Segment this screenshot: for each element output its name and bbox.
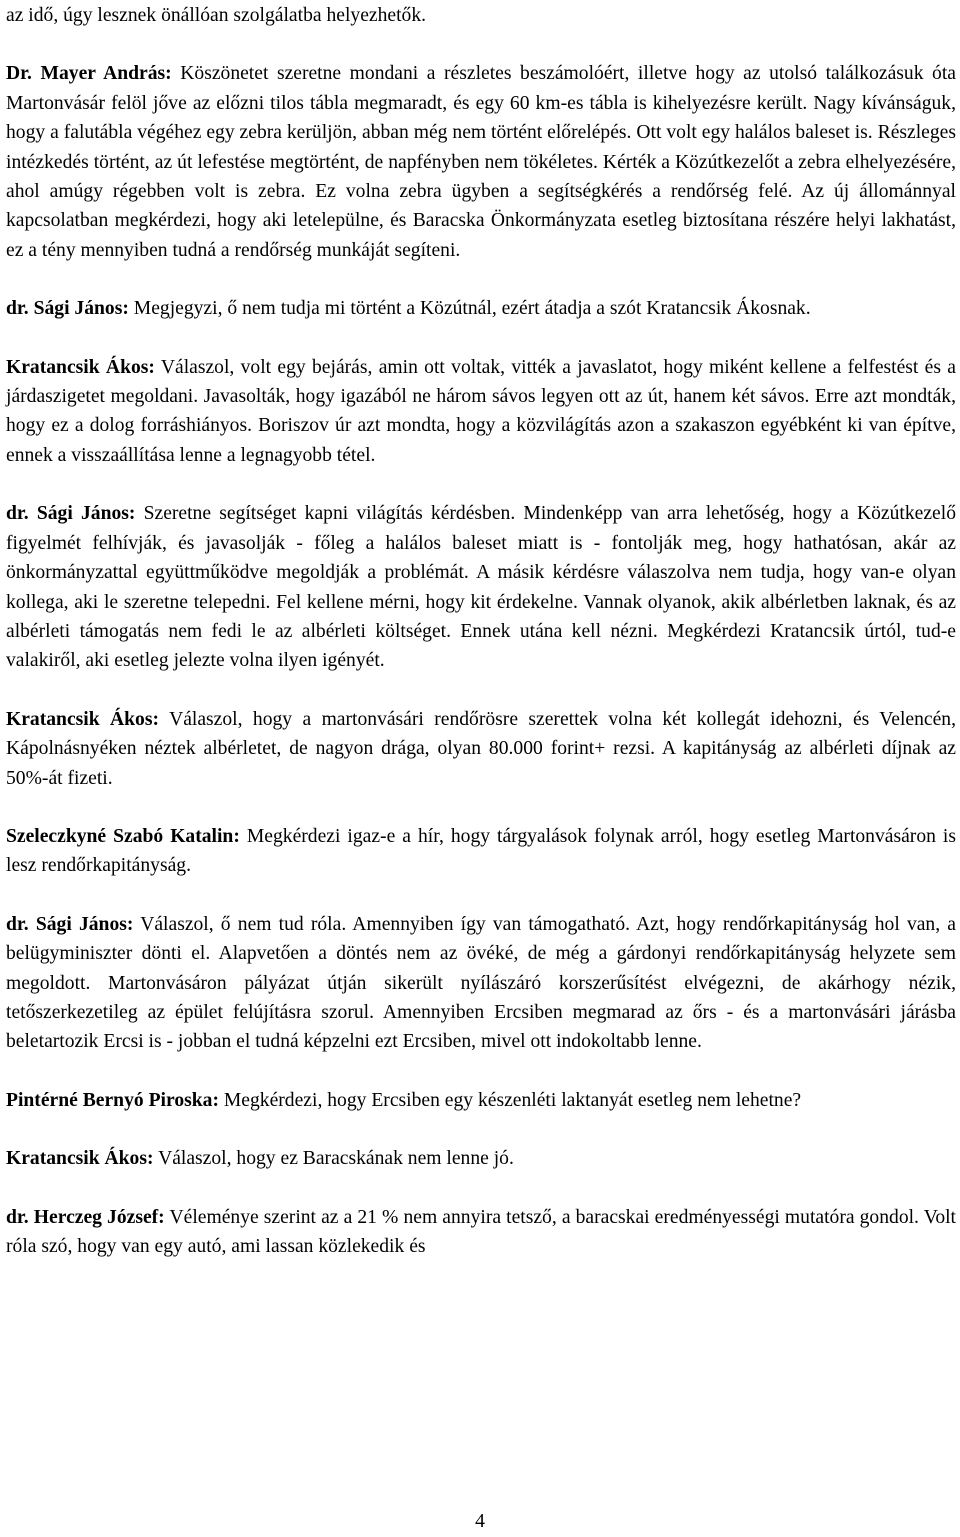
speaker-name: Kratancsik Ákos: <box>6 708 160 730</box>
paragraph <box>6 499 956 675</box>
paragraph <box>6 1086 956 1115</box>
page-number: 4 <box>475 1511 485 1532</box>
speaker-name: Pintérné Bernyó Piroska: <box>6 1089 219 1111</box>
paragraph-text: Válaszol, hogy a martonvásári rendőrösre szerettek volna két kollegát idehozni, és Velencén, Kápolnásnyéken néztek albérletet, de nagyon drága, olyan 80.000 forint+ rezsi. A kapitányság az albérleti díjnak az 50%-át fizeti. <box>6 708 957 789</box>
paragraph <box>6 59 956 265</box>
paragraph-text: Megkérdezi, hogy Ercsiben egy készenléti laktanyát esetleg nem lehetne? <box>223 1089 802 1111</box>
paragraph <box>6 294 956 323</box>
paragraph <box>6 910 956 1057</box>
speaker-name: Kratancsik Ákos: <box>6 1148 154 1170</box>
speaker-name: Dr. Mayer András: <box>6 63 172 85</box>
paragraph-text: Szeretne segítséget kapni világítás kérdésben. Mindenképp van arra lehetőség, hogy a Közútkezelő figyelmét felhívják, és javasolják - főleg a halálos baleset miatt is - fontolják meg, hogy hathatósan, akár az önkormányzattal együttműködve megoldják a problémát. A másik kérdésre válaszolva nem tudja, hogy van-e olyan kollega, aki le szeretne telepedni. Fel kellene mérni, hogy kit érdekelne. Vannak olyanok, akik albérletben laknak, és az albérleti támogatás nem fedi le az albérleti költséget. Ennek utána kell nézni. Megkérdezi Kratancsik úrtól, tud-e valakiről, aki esetleg jelezte volna ilyen igényét. <box>6 503 956 672</box>
paragraph-text: Megjegyzi, ő nem tudja mi történt a Közútnál, ezért átadja a szót Kratancsik Ákosnak. <box>133 298 811 320</box>
speaker-name: Szeleczkyné Szabó Katalin: <box>6 825 240 847</box>
paragraph <box>6 353 956 471</box>
speaker-name: Kratancsik Ákos: <box>6 356 155 378</box>
speaker-name: dr. Sági János: <box>6 503 136 525</box>
continuation-line: az idő, úgy lesznek önállóan szolgálatba helyezhetők. <box>6 5 427 26</box>
paragraph <box>6 1144 956 1173</box>
paragraph <box>6 1203 956 1262</box>
speaker-name: dr. Herczeg József: <box>6 1206 165 1228</box>
paragraph-text: Megkérdezi igaz-e a hír, hogy tárgyalások folynak arról, hogy esetleg Martonvásáron is lesz rendőrkapitányság. <box>6 825 956 877</box>
paragraph-text: Véleménye szerint az a 21 % nem annyira tetsző, a baracskai eredményességi mutatóra gondol. Volt róla szó, hogy van egy autó, ami lassan közlekedik és <box>6 1206 957 1257</box>
speaker-name: dr. Sági János: <box>6 913 134 935</box>
paragraph-text: Válaszol, ő nem tud róla. Amennyiben így van támogatható. Azt, hogy rendőrkapitányság hol van, a belügyminiszter dönti el. Alapvetően a döntés nem az övéké, de még a gárdonyi rendőrkapitányság helyzete sem megoldott. Martonvásáron pályázat útján sikerült nyílászáró korszerűsítést elvégezni, de akárhogy nézik, tetőszerkezetileg az épület felújításra szorul. Amennyiben Ercsiben megmarad az őrs - és a martonvásári járásba beletartozik Ercsi is - jobban el tudná képzelni ezt Ercsiben, mivel ott indokoltabb lenne. <box>6 913 956 1053</box>
paragraph <box>6 822 956 881</box>
document-page <box>6 0 956 1261</box>
paragraph <box>6 705 956 793</box>
paragraph-text: Válaszol, hogy ez Baracskának nem lenne jó. <box>158 1148 514 1170</box>
speaker-name: dr. Sági János: <box>6 298 129 320</box>
paragraph-text: Válaszol, volt egy bejárás, amin ott voltak, vitték a javaslatot, hogy miként kellene a felfestést és a járdaszigetet megoldani. Javasolták, hogy igazából ne három sávos legyen ott az út, hanem két sávos. Erre azt mondták, hogy ez a dolog forráshiányos. Boriszov úr azt mondta, hogy a közvilágítás azon a szakaszon egyébként ki van építve, ennek a visszaállítása lenne a legnagyobb tétel. <box>6 356 956 466</box>
paragraph-text: Köszönetet szeretne mondani a részletes beszámolóért, illetve hogy az utolsó találkozásuk óta Martonvásár felöl jőve az előzni tilos tábla megmaradt, és egy 60 km-es tábla is kihelyezésre került. Nagy kívánságuk, hogy a falutábla végéhez egy zebra kerüljön, abban még nem történt előrelépés. Ott volt egy halálos baleset is. Részleges intézkedés történt, az út lefestése megtörtént, de napfényben nem tökéletes. Kérték a Közútkezelőt a zebra elhelyezésére, ahol amúgy régebben volt is zebra. Ez volna zebra ügyben a segítségkérés a rendőrség felé. Az új állománnyal kapcsolatban megkérdezi, hogy aki letelepülne, és Baracska Önkormányzata esetleg biztosítana részére helyi lakhatást, ez a tény mennyiben tudná a rendőrség munkáját segíteni. <box>6 63 956 261</box>
